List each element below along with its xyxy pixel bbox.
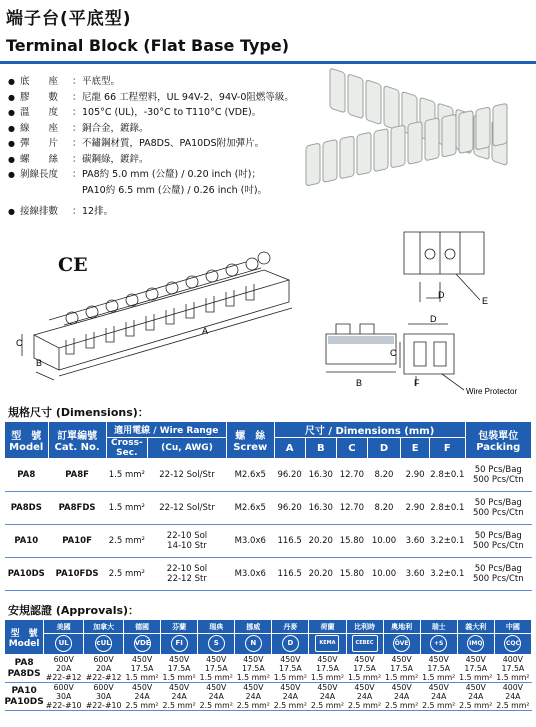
cell-rating: 600V 20A #22-#12: [44, 655, 84, 683]
cell-d: 8.20: [367, 459, 400, 492]
cell-f: 2.8±0.1: [430, 492, 465, 525]
country-denmark: 丹麥: [272, 620, 309, 634]
cell-cross: 1.5 mm²: [106, 459, 147, 492]
spec-list: [8, 74, 294, 220]
cell-rating: 450V 24A 2.5 mm²: [273, 683, 307, 710]
country-china: 中國: [494, 620, 531, 634]
bullet-icon: ●: [8, 108, 15, 117]
cell-cross: 2.5 mm²: [106, 525, 147, 558]
cell-cat: PA8F: [48, 459, 106, 492]
cell-cat: PA10FDS: [48, 558, 106, 591]
cell-rating: 450V 24A 2.5 mm²: [162, 683, 196, 710]
approvals-heading: 安規認證 (Approvals)：: [8, 604, 140, 617]
spec-item: ● 彈 片 ： 不鏽鋼材質，PA8DS、PA10DS附加彈片。: [8, 136, 294, 152]
cell-model: PA8 PA8DS: [5, 655, 44, 683]
cell-c: 15.80: [336, 525, 367, 558]
bullet-icon: ●: [8, 170, 15, 179]
country-usa: 美國: [44, 620, 84, 634]
cell-b: 16.30: [305, 492, 336, 525]
cell-a: 96.20: [274, 492, 305, 525]
cul-mark-icon: cUL: [95, 635, 112, 652]
spec-value: 銅合金，鍍錄。: [82, 122, 149, 134]
header-model: 型 號 Model: [5, 620, 44, 655]
cebec-mark-icon: CEBEC: [352, 635, 378, 652]
country-finland: 芬蘭: [161, 620, 198, 634]
spec-value: 碳鋼綠，鍍鋅。: [82, 153, 149, 165]
cell-rating: 600V 20A #22-#12: [84, 655, 124, 683]
spec-key: 線 座: [20, 122, 59, 134]
header-e: E: [401, 438, 430, 459]
country-switzerland: 瑞士: [420, 620, 457, 634]
cell-rating: 400V 17.5A 1.5 mm²: [496, 655, 530, 682]
cell-packing: 50 Pcs/Bag 500 Pcs/Ctn: [465, 459, 531, 492]
label-c: C: [16, 338, 23, 348]
cell-d: 10.00: [367, 525, 400, 558]
header-packing: 包裝單位 Packing: [465, 422, 531, 459]
cell-b: 16.30: [305, 459, 336, 492]
cell-f: 3.2±0.1: [430, 558, 465, 591]
ul-mark-icon: UL: [55, 635, 72, 652]
cell-awg: 22-10 Sol 22-12 Str: [148, 558, 227, 591]
header-d: D: [367, 438, 400, 459]
cell-d: 8.20: [367, 492, 400, 525]
cell-d: 10.00: [367, 558, 400, 591]
spec-value: PA8約 5.0 mm (公釐) / 0.20 inch (吋)；: [82, 169, 262, 180]
spec-value: PA10約 6.5 mm (公釐) / 0.26 inch (吋)。: [82, 184, 268, 196]
product-photo: [300, 66, 532, 214]
cell-rating: 600V 30A #22-#10: [44, 683, 84, 711]
cell-e: 3.60: [401, 558, 430, 591]
header-cross: Cross-Sec.: [106, 438, 147, 459]
header-awg: (Cu, AWG): [148, 438, 227, 459]
spec-item: ● 接線排數 ： 12排。: [8, 204, 294, 220]
spec-value: 不鏽鋼材質，PA8DS、PA10DS附加彈片。: [82, 138, 265, 149]
label-c-side: C: [390, 348, 397, 358]
cell-model: PA8: [5, 459, 49, 492]
country-austria: 奧地利: [383, 620, 420, 634]
cell-rating: 450V 17.5A 1.5 mm²: [310, 655, 345, 682]
bullet-icon: ●: [8, 154, 15, 164]
vde-mark-icon: VDE: [134, 635, 151, 652]
table-row: [5, 558, 532, 591]
ove-mark-icon: ÖVE: [393, 635, 410, 652]
spec-key: 彈 片: [20, 138, 59, 149]
cell-packing: 50 Pcs/Bag 500 Pcs/Ctn: [465, 558, 531, 591]
cell-model: PA8DS: [5, 492, 49, 525]
country-netherlands: 荷蘭: [309, 620, 346, 634]
cell-rating: 450V 17.5A 1.5 mm²: [162, 655, 196, 682]
cell-rating: 450V 17.5A 1.5 mm²: [459, 655, 493, 682]
cell-b: 20.20: [305, 525, 336, 558]
cell-model: PA10: [5, 525, 49, 558]
table-row: [5, 525, 532, 558]
cell-packing: 50 Pcs/Bag 500 Pcs/Ctn: [465, 492, 531, 525]
header-model: 型 號 Model: [5, 422, 49, 459]
table-row: [5, 459, 532, 492]
table-row: [5, 655, 532, 683]
spec-value: 105°C (UL)，-30°C to T110°C (VDE)。: [82, 107, 262, 118]
spec-item: ● 溫 度 ： 105°C (UL)，-30°C to T110°C (VDE)。: [8, 105, 294, 121]
spec-item: ● 螺 絲 ： 碳鋼綠，鍍鋅。: [8, 152, 294, 168]
spec-key: 膠 數: [20, 91, 59, 103]
spec-key: 溫 度: [20, 107, 59, 118]
table-row: [5, 492, 532, 525]
cell-a: 116.5: [274, 525, 305, 558]
label-d: D: [438, 290, 445, 300]
cell-rating: 450V 17.5A 1.5 mm²: [273, 655, 307, 682]
approvals-table: [4, 619, 532, 711]
label-d-side: D: [430, 314, 437, 324]
bullet-icon: ●: [8, 207, 15, 216]
cell-rating: 450V 24A 2.5 mm²: [422, 683, 456, 710]
cell-awg: 22-12 Sol/Str: [148, 492, 227, 525]
spec-key: 底 座: [20, 76, 59, 87]
detail-drawing: [316, 224, 534, 402]
cell-model: PA10 PA10DS: [5, 683, 44, 711]
cell-screw: M2.6x5: [226, 459, 274, 492]
cell-e: 2.90: [401, 459, 430, 492]
header-f: F: [430, 438, 465, 459]
country-sweden: 瑞典: [198, 620, 235, 634]
cell-rating: 450V 17.5A 1.5 mm²: [199, 655, 233, 682]
cell-f: 3.2±0.1: [430, 525, 465, 558]
spec-item: [8, 183, 294, 199]
spec-value: 尼龍 66 工程塑料，UL 94V-2、94V-0阻燃等級。: [82, 91, 294, 103]
dimensions-heading: 規格尺寸 (Dimensions)：: [8, 406, 149, 419]
cell-rating: 400V 24A 2.5 mm²: [496, 683, 530, 710]
cell-c: 12.70: [336, 459, 367, 492]
country-norway: 挪威: [235, 620, 272, 634]
cell-a: 116.5: [274, 558, 305, 591]
spec-item: ● 底 座 ： 平底型。: [8, 74, 294, 90]
label-b: B: [36, 358, 43, 368]
cell-awg: 22-12 Sol/Str: [148, 459, 227, 492]
s-mark-icon: S: [208, 635, 225, 652]
cell-screw: M3.0x6: [226, 525, 274, 558]
bullet-icon: ●: [8, 139, 15, 148]
kema-mark-icon: KEMA: [315, 635, 339, 652]
spec-value: 12排。: [82, 206, 114, 217]
cell-cross: 2.5 mm²: [106, 558, 147, 591]
cell-rating: 450V 17.5A 1.5 mm²: [125, 655, 159, 682]
cell-e: 2.90: [401, 492, 430, 525]
spec-key: 螺 絲: [20, 153, 59, 165]
cell-screw: M3.0x6: [226, 558, 274, 591]
cell-screw: M2.6x5: [226, 492, 274, 525]
cell-rating: 450V 17.5A 1.5 mm²: [422, 655, 456, 682]
cell-rating: 450V 17.5A 1.5 mm²: [347, 655, 382, 682]
country-canada: 加拿大: [84, 620, 124, 634]
cell-f: 2.8±0.1: [430, 459, 465, 492]
country-germany: 德國: [124, 620, 161, 634]
cell-rating: 450V 24A 2.5 mm²: [236, 683, 270, 710]
page-title-en: Terminal Block (Flat Base Type): [6, 36, 290, 55]
header-wire: 適用電線 / Wire Range: [106, 422, 226, 438]
spec-item: ● 線 座 ： 銅合金，鍍錄。: [8, 121, 294, 137]
cell-a: 96.20: [274, 459, 305, 492]
cell-c: 12.70: [336, 492, 367, 525]
cell-b: 20.20: [305, 558, 336, 591]
swiss-mark-icon: +S: [430, 635, 447, 652]
spec-value: 平底型。: [82, 76, 121, 87]
label-b-side: B: [356, 378, 363, 388]
page-title-zh: 端子台(平底型): [6, 9, 132, 29]
cell-rating: 450V 17.5A 1.5 mm²: [236, 655, 270, 682]
cell-c: 15.80: [336, 558, 367, 591]
bullet-icon: ●: [8, 77, 15, 86]
cell-model: PA10DS: [5, 558, 49, 591]
imq-mark-icon: IMQ: [467, 635, 484, 652]
cell-rating: 450V 17.5A 1.5 mm²: [385, 655, 419, 682]
header-cat: 訂單編號 Cat. No.: [48, 422, 106, 459]
cell-rating: 600V 30A #22-#10: [84, 683, 124, 711]
cell-rating: 450V 24A 2.5 mm²: [459, 683, 493, 710]
header-dims: 尺寸 / Dimensions (mm): [274, 422, 465, 438]
bullet-icon: ●: [8, 123, 15, 133]
d-mark-icon: D: [282, 635, 299, 652]
label-f: F: [414, 378, 420, 388]
cell-awg: 22-10 Sol 14-10 Str: [148, 525, 227, 558]
label-e: E: [482, 296, 489, 306]
dimensions-table: [4, 421, 532, 591]
cell-cat: PA10F: [48, 525, 106, 558]
terminal-block-drawing: [14, 240, 304, 386]
spec-item: ● 剝線長度 ： PA8約 5.0 mm (公釐) / 0.20 inch (吋)；: [8, 167, 294, 183]
country-belgium: 比利時: [346, 620, 383, 634]
fi-mark-icon: FI: [171, 635, 188, 652]
cqc-mark-icon: CQC: [504, 635, 521, 652]
cell-e: 3.60: [401, 525, 430, 558]
cell-packing: 50 Pcs/Bag 500 Pcs/Ctn: [465, 525, 531, 558]
header-screw: 螺 絲 Screw: [226, 422, 274, 459]
label-a: A: [202, 326, 209, 336]
cell-rating: 450V 24A 2.5 mm²: [199, 683, 233, 710]
cell-cat: PA8FDS: [48, 492, 106, 525]
bullet-icon: ●: [8, 92, 15, 102]
cell-rating: 450V 24A 2.5 mm²: [310, 683, 345, 710]
cell-rating: 450V 24A 2.5 mm²: [125, 683, 159, 710]
spec-key: 剝線長度: [20, 169, 59, 180]
cell-cross: 1.5 mm²: [106, 492, 147, 525]
header-c: C: [336, 438, 367, 459]
ce-mark: CE: [58, 254, 88, 276]
n-mark-icon: N: [245, 635, 262, 652]
header-b: B: [305, 438, 336, 459]
cell-rating: 450V 24A 2.5 mm²: [385, 683, 419, 710]
table-row: [5, 683, 532, 711]
spec-key: 接線排數: [20, 206, 59, 217]
header-a: A: [274, 438, 305, 459]
cell-rating: 450V 24A 2.5 mm²: [347, 683, 382, 710]
country-italy: 義大利: [457, 620, 494, 634]
spec-item: ● 膠 數 ： 尼龍 66 工程塑料，UL 94V-2、94V-0阻燃等級。: [8, 90, 294, 106]
title-rule: [0, 61, 536, 64]
wire-protector-label: Wire Protector: [466, 387, 518, 396]
